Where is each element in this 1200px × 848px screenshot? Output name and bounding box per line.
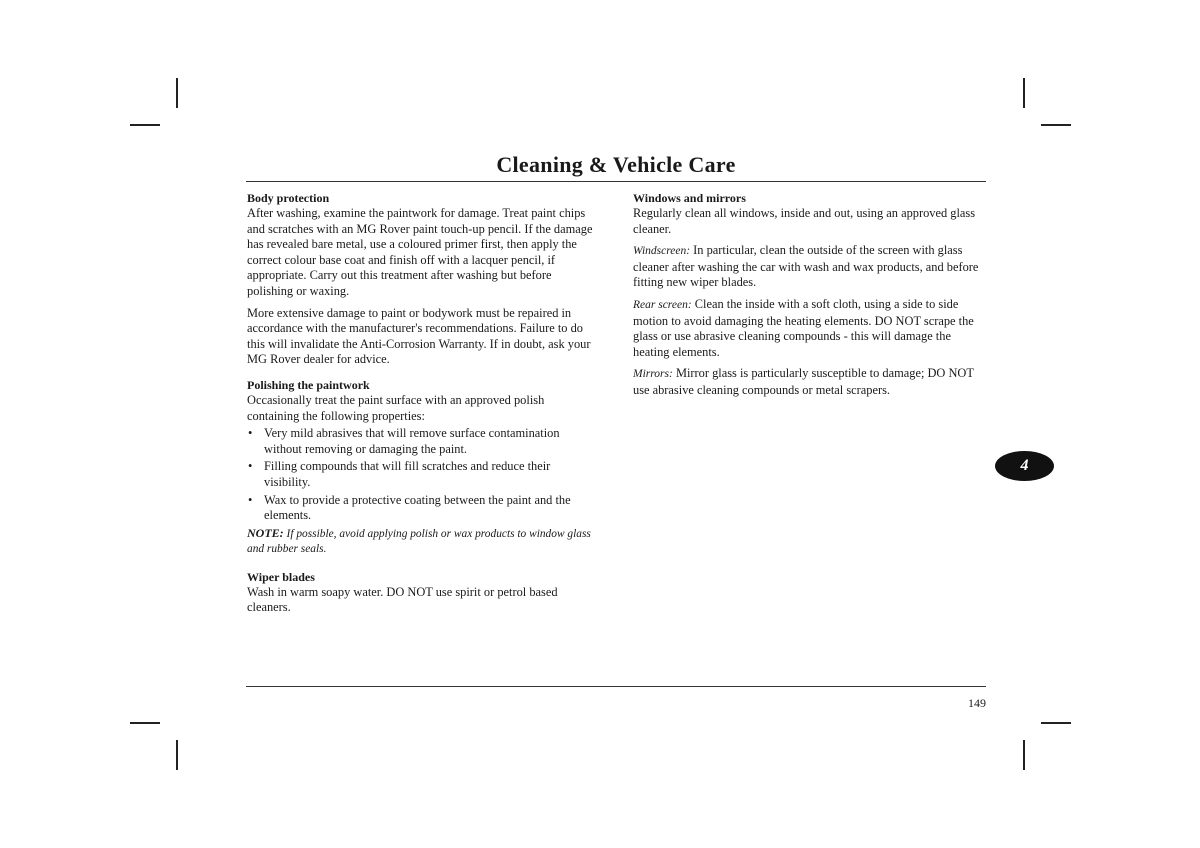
list-item: • Wax to provide a protective coating between the paint and the elements.	[248, 492, 571, 523]
windscreen-para	[633, 243, 985, 291]
body-protection-heading: Body protection	[247, 191, 330, 205]
crop-mark-bottom-right-vertical	[1023, 740, 1025, 770]
bullet-icon: •	[248, 459, 253, 474]
bullet-icon: •	[248, 426, 253, 441]
chapter-tab: 4	[995, 451, 1054, 481]
bullet-icon: •	[248, 492, 253, 507]
rear-screen-label: Rear screen:	[633, 298, 692, 311]
wiper-blades-heading: Wiper blades	[247, 569, 315, 584]
title-rule	[246, 181, 986, 182]
polishing-note	[247, 526, 599, 558]
footer-rule	[246, 686, 986, 687]
mirrors-text: Mirror glass is particularly susceptible to damage; DO NOT use abrasive cleaning compounds or metal scrapers.	[633, 366, 974, 397]
page-title: Cleaning & Vehicle Care	[496, 152, 736, 177]
windows-intro: Regularly clean all windows, inside and out, using an approved glass cleaner.	[633, 206, 976, 236]
list-item: • Very mild abrasives that will remove surface contamination without removing or damaging the paint.	[248, 426, 560, 456]
crop-mark-bottom-left-vertical	[176, 740, 178, 770]
body-protection-para-1: After washing, examine the paintwork for damage. Treat paint chips and scratches with an MG Rover paint touch-up pencil. If the damage has revealed bare metal, use a coloured primer first, then apply the correct colour base coat and finish off with a lacquer pencil, if appropriate. Carry out this treatment after washing but before polishing or waxing.	[247, 206, 593, 298]
note-label: NOTE:	[247, 525, 284, 540]
rear-screen-text: Clean the inside with a soft cloth, using a side to side motion to avoid damaging the heating elements. DO NOT scrape the glass or use abrasive cleaning compounds - this will damage the heating elements.	[633, 296, 974, 359]
page-number: 149	[968, 696, 986, 710]
polishing-heading: Polishing the paintwork	[247, 377, 370, 392]
right-column	[633, 191, 985, 405]
windscreen-label: Windscreen:	[633, 245, 691, 258]
polishing-intro: Occasionally treat the paint surface with an approved polish containing the following properties:	[247, 392, 545, 423]
crop-mark-top-left-horizontal	[130, 124, 160, 126]
crop-mark-bottom-right-horizontal	[1041, 722, 1071, 724]
crop-mark-top-left-vertical	[176, 78, 178, 108]
crop-mark-top-right-horizontal	[1041, 124, 1071, 126]
wiper-blades-text: Wash in warm soapy water. DO NOT use spirit or petrol based cleaners.	[247, 584, 558, 615]
note-text: If possible, avoid applying polish or wax products to window glass and rubber seals.	[247, 527, 591, 556]
body-protection-para-2: More extensive damage to paint or bodywork must be repaired in accordance with the manufacturer's recommendations. Failure to do this will invalidate the Anti-Corrosion Warranty. If in doubt, ask your MG Rover dealer for advice.	[247, 305, 591, 367]
left-column	[247, 191, 599, 622]
rear-screen-para	[633, 297, 985, 360]
mirrors-label: Mirrors:	[633, 368, 673, 381]
list-item: • Filling compounds that will fill scratches and reduce their visibility.	[248, 459, 551, 489]
crop-mark-bottom-left-horizontal	[130, 722, 160, 724]
mirrors-para	[633, 366, 985, 398]
windows-mirrors-heading: Windows and mirrors	[633, 191, 746, 205]
crop-mark-top-right-vertical	[1023, 78, 1025, 108]
polishing-bullet-list	[247, 426, 599, 524]
windscreen-text: In particular, clean the outside of the screen with glass cleaner after washing the car with wash and wax products, and before fitting new wiper blades.	[633, 243, 979, 290]
